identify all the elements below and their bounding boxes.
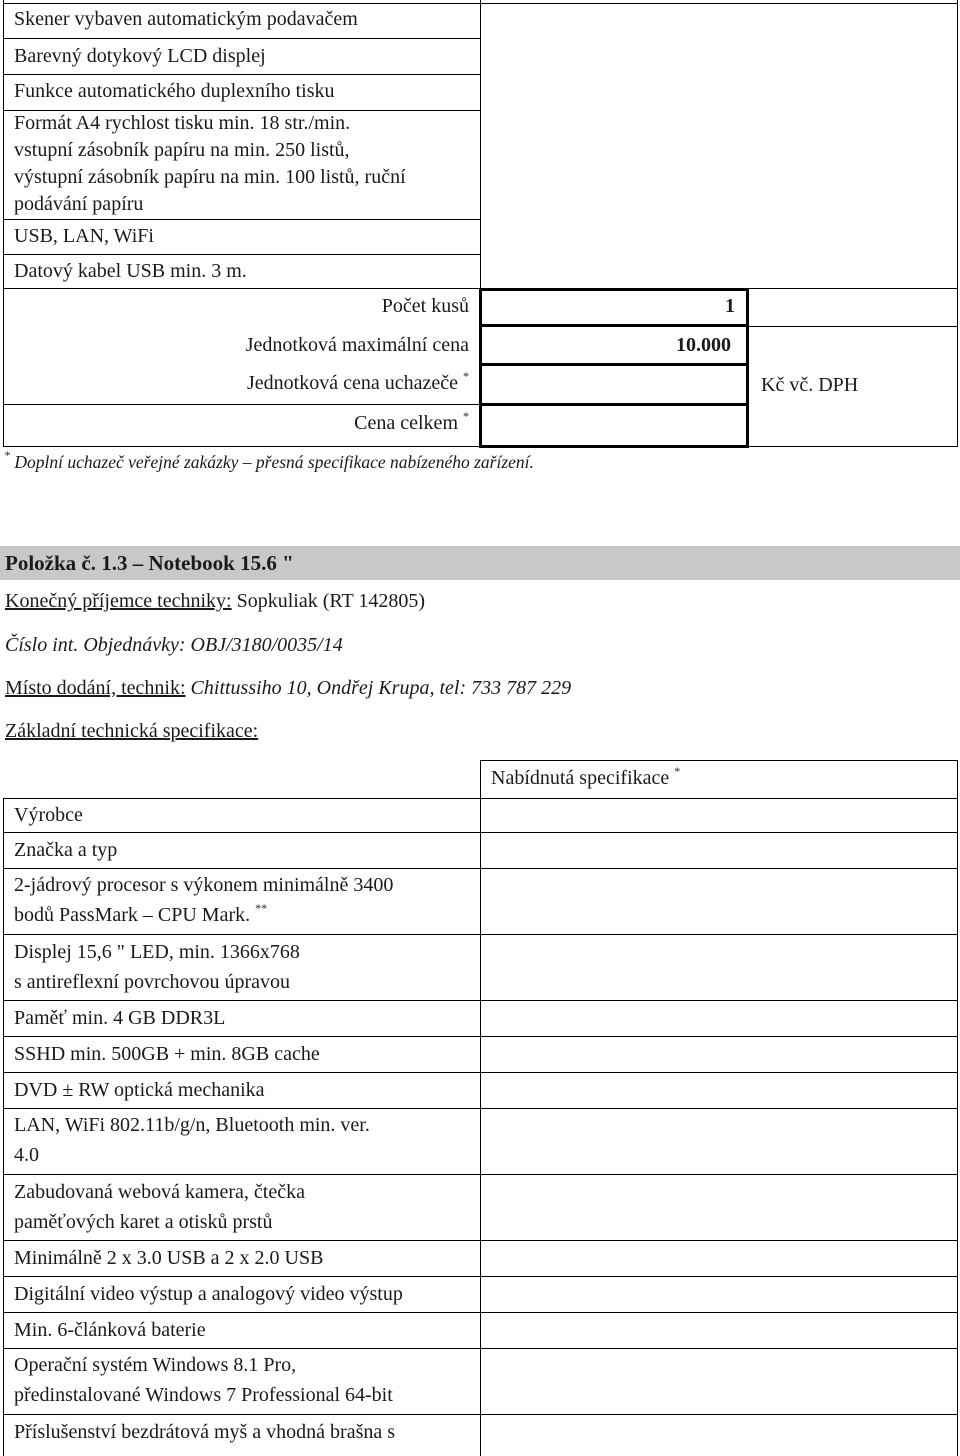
table-border <box>3 0 4 446</box>
table-border <box>957 0 958 446</box>
spec-row: LAN, WiFi 802.11b/g/n, Bluetooth min. ver. 4.0 <box>14 1114 370 1166</box>
price-box-border <box>479 288 749 291</box>
spec-row: Datový kabel USB min. 3 m. <box>14 260 247 282</box>
total-price-label: Cena celkem * <box>354 409 469 434</box>
spec-row: DVD ± RW optická mechanika <box>14 1079 265 1101</box>
spec-row: Výrobce <box>14 804 83 826</box>
table-border <box>3 254 481 255</box>
table-border <box>480 0 481 288</box>
delivery-line: Místo dodání, technik: Chittussiho 10, Ondřej Krupa, tel: 733 787 229 <box>5 677 572 699</box>
spec-row: Operační systém Windows 8.1 Pro, předinstalované Windows 7 Professional 64-bit <box>14 1354 393 1406</box>
table-border <box>3 1036 958 1037</box>
spec-row: Funkce automatického duplexního tisku <box>14 80 335 102</box>
table-border <box>3 868 958 869</box>
table-border <box>3 1240 958 1241</box>
count-value: 1 <box>725 295 735 317</box>
table-border <box>480 760 958 761</box>
spec-row: Minimálně 2 x 3.0 USB a 2 x 2.0 USB <box>14 1247 324 1269</box>
order-line: Číslo int. Objednávky: OBJ/3180/0035/14 <box>5 634 343 656</box>
table-border <box>3 1348 958 1349</box>
table-border <box>3 1000 958 1001</box>
spec-row: Skener vybaven automatickým podavačem <box>14 8 358 30</box>
spec-row: Značka a typ <box>14 839 118 861</box>
table-border <box>3 1108 958 1109</box>
spec-row: USB, LAN, WiFi <box>14 225 154 247</box>
price-box-border <box>479 288 482 448</box>
spec-label: Základní technická specifikace: <box>5 720 259 742</box>
spec-row: Zabudovaná webová kamera, čtečka paměťových karet a otisků prstů <box>14 1181 305 1233</box>
spec-row: Formát A4 rychlost tisku min. 18 str./min. vstupní zásobník papíru na min. 250 listů, výstupní zásobník papíru na min. 100 listů, ruční podávání papíru <box>14 112 406 215</box>
price-box-border <box>479 363 749 366</box>
footnote: * Doplní uchazeč veřejné zakázky – přesná specifikace nabízeného zařízení. <box>4 448 534 472</box>
spec-row: Příslušenství bezdrátová myš a vhodná brašna s <box>14 1421 396 1443</box>
table-border <box>3 404 481 405</box>
bidder-price-label: Jednotková cena uchazeče * <box>247 369 469 394</box>
table-border <box>3 1414 958 1415</box>
price-box-border <box>479 324 749 327</box>
spec-row: Min. 6-článková baterie <box>14 1319 206 1341</box>
price-box-border <box>746 288 749 448</box>
currency-label: Kč vč. DPH <box>761 374 859 396</box>
table-border <box>3 1174 958 1175</box>
recipient-line: Konečný příjemce techniky: Sopkuliak (RT 142805) <box>5 590 426 612</box>
table-border <box>3 832 958 833</box>
table-border <box>3 934 958 935</box>
table-border <box>748 326 958 327</box>
spec-row: Digitální video výstup a analogový video výstup <box>14 1283 403 1305</box>
item-heading: Položka č. 1.3 – Notebook 15.6 " <box>5 551 294 575</box>
table-border <box>3 798 958 799</box>
price-box-border <box>479 403 749 406</box>
count-label: Počet kusů <box>381 295 469 317</box>
spec-row: Displej 15,6 " LED, min. 1366x768 s antireflexní povrchovou úpravou <box>14 941 300 993</box>
max-price-label: Jednotková maximální cena <box>245 334 469 356</box>
offered-spec-header: Nabídnutá specifikace * <box>491 764 681 789</box>
spec-row: 2-jádrový procesor s výkonem minimálně 3400 bodů PassMark – CPU Mark. ** <box>14 874 394 926</box>
table-border <box>3 1312 958 1313</box>
table-border <box>3 74 481 75</box>
table-border <box>3 219 481 220</box>
spec-row: SSHD min. 500GB + min. 8GB cache <box>14 1043 320 1065</box>
table-border <box>3 1072 958 1073</box>
max-price-value: 10.000 <box>676 334 731 356</box>
spec-row: Barevný dotykový LCD displej <box>14 45 266 67</box>
table-border <box>3 38 481 39</box>
table-border <box>3 1276 958 1277</box>
spec-row: Paměť min. 4 GB DDR3L <box>14 1007 226 1029</box>
table-border <box>3 798 4 1456</box>
